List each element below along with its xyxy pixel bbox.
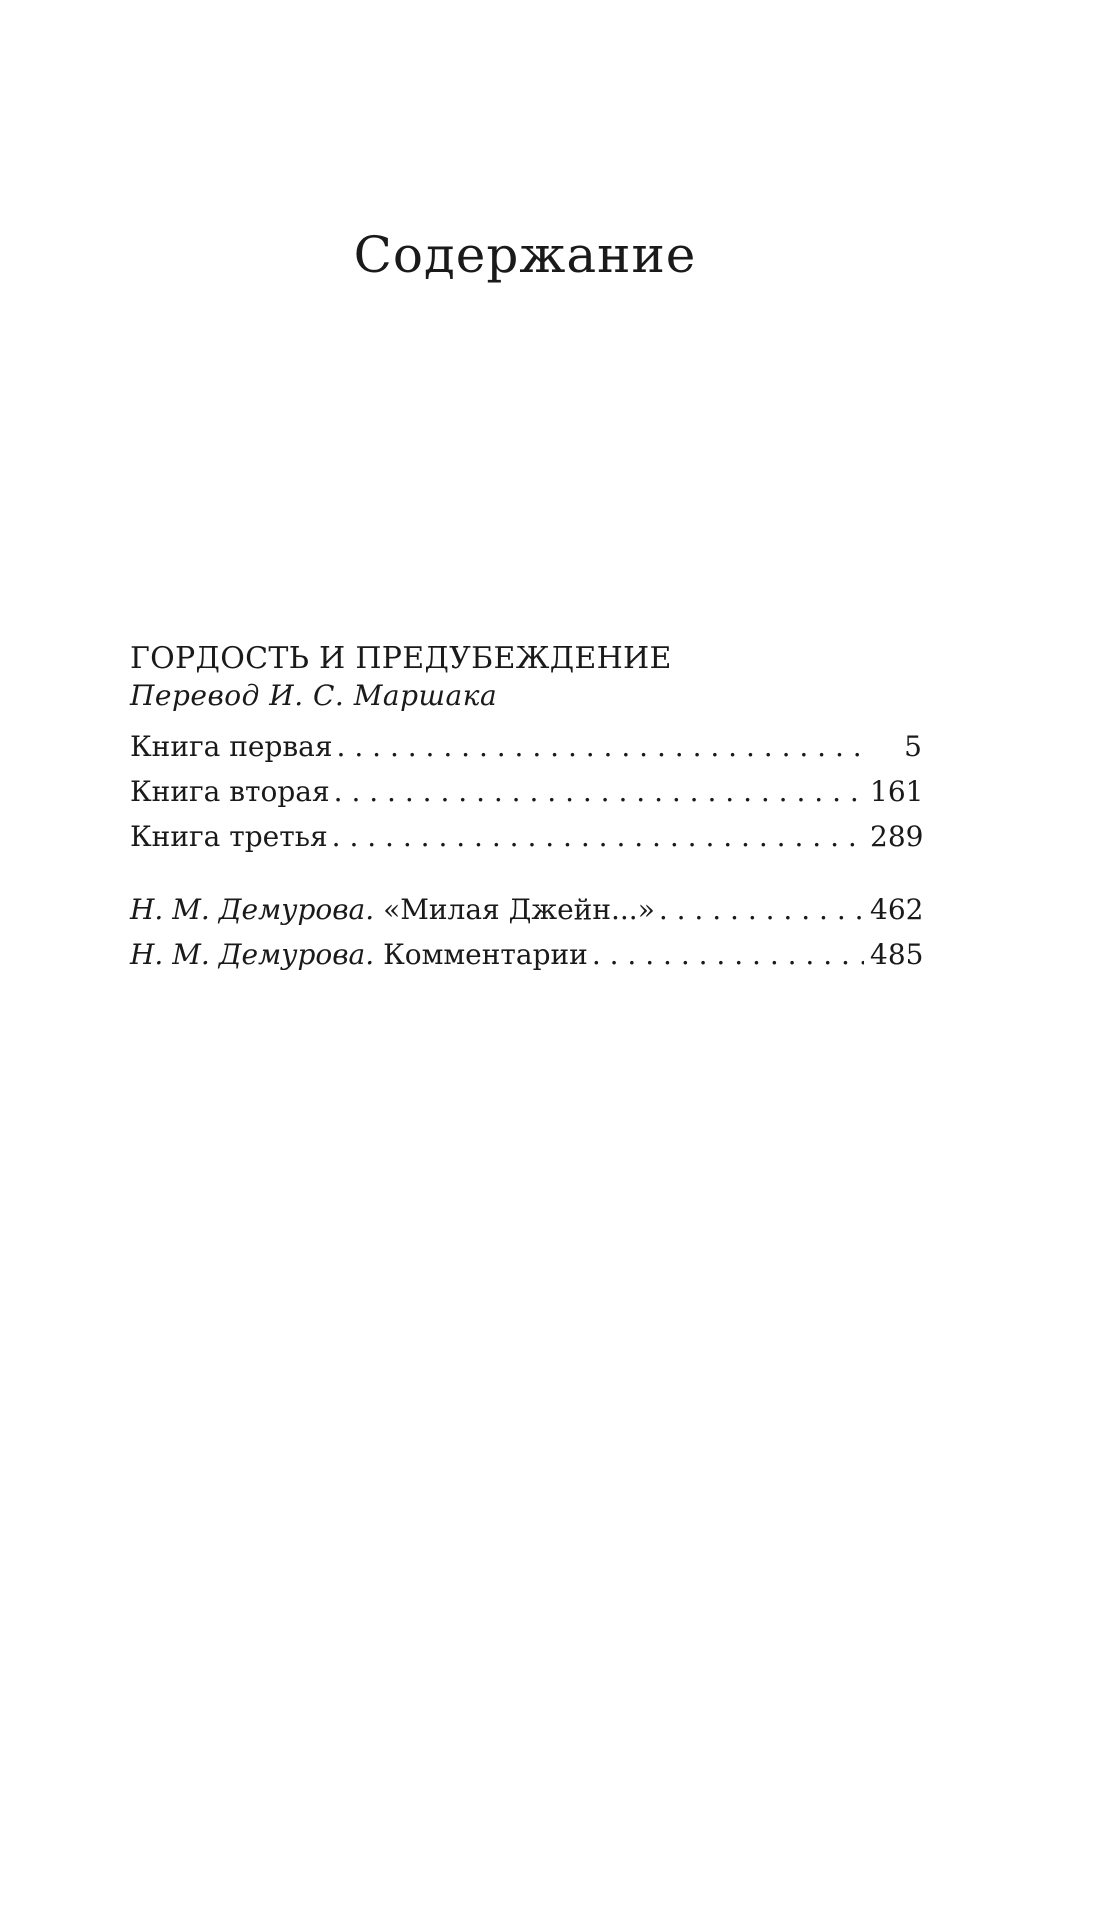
dot-leader [332,814,864,859]
table-of-contents [130,640,922,977]
toc-entry-label [130,887,655,932]
toc-entry-label: Книга третья [130,820,328,853]
toc-entry-page: 289 [870,820,924,853]
toc-entry-title: «Милая Джейн...» [383,893,655,926]
book-title: ГОРДОСТЬ И ПРЕДУБЕЖДЕНИЕ [130,641,672,676]
toc-entry-commentary[interactable] [130,932,922,977]
toc-entry-essay[interactable] [130,887,922,932]
toc-entry-book-three[interactable] [130,814,922,859]
toc-entry-title: Комментарии [383,938,588,971]
dot-leader [592,932,864,977]
toc-entry-author: Н. М. Демурова. [130,938,375,971]
dot-leader [337,724,864,769]
toc-entry-label [130,932,588,977]
section-spacer [130,859,922,887]
translator-credit: Перевод И. С. Маршака [130,679,498,712]
toc-entry-page: 161 [870,775,924,808]
toc-entry-book-two[interactable] [130,769,922,814]
dot-leader [334,769,864,814]
page-title: Содержание [353,226,697,284]
toc-entry-page: 485 [870,938,924,971]
toc-entry-label: Книга вторая [130,775,330,808]
toc-entry-page: 462 [870,893,924,926]
toc-entry-page: 5 [904,730,922,763]
toc-entry-author: Н. М. Демурова. [130,893,375,926]
dot-leader [659,887,864,932]
toc-entry-label: Книга первая [130,730,333,763]
toc-entry-book-one[interactable] [130,724,922,769]
